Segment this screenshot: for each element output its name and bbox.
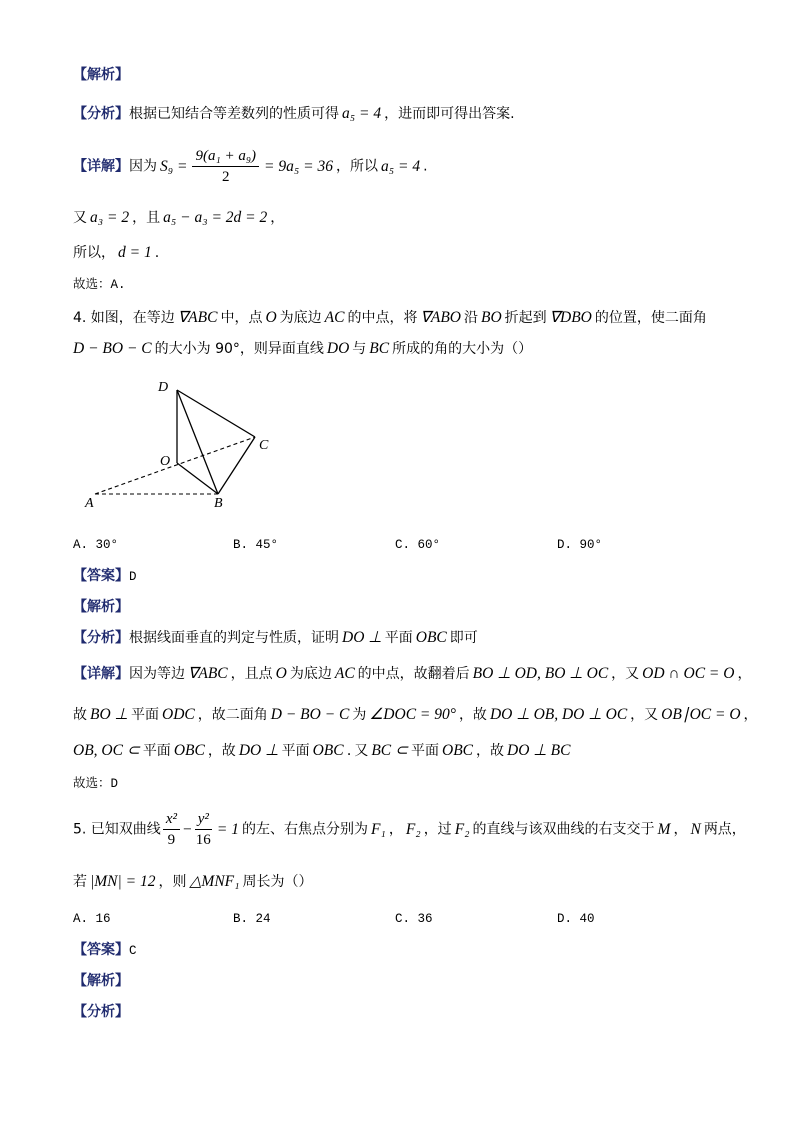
q3-line-suoyi: [73, 244, 159, 262]
text-segment: ，: [737, 666, 752, 682]
math-expression: AC: [324, 309, 345, 326]
q3-jiexi-heading: [73, 66, 129, 84]
q4-option-b: B. 45°: [233, 538, 279, 552]
math-expression: ∇ABC: [177, 309, 218, 326]
text-segment: 的位置，使二面角: [594, 310, 707, 326]
math-expression: BO: [480, 309, 502, 326]
fraction-numerator: y²: [195, 810, 212, 830]
text-segment: ，: [743, 707, 758, 723]
text-segment: ，进而即可得出答案.: [384, 106, 515, 122]
math-expression: DO: [326, 340, 350, 357]
q4-geometry-figure: [0, 370, 300, 515]
math-expression: = 9a₅ = 36: [264, 157, 333, 175]
fraction-denominator: 9: [167, 832, 176, 848]
text-segment: 又: [354, 743, 369, 759]
math-expression: OBC: [173, 742, 205, 759]
text-segment: 的大小为 90°，则异面直线: [154, 341, 324, 357]
q4-answer-line: [73, 567, 137, 586]
math-expression: OD ∩ OC = O: [642, 665, 735, 682]
section-label: 【解析】: [73, 973, 129, 989]
math-expression: BC ⊂: [371, 742, 408, 759]
section-label: 【详解】: [73, 158, 129, 175]
q5-jiexi-heading: [73, 972, 129, 990]
text-segment: 的直线与该双曲线的右支交于: [472, 821, 655, 838]
text-segment: 折起到: [504, 310, 547, 326]
fraction: [192, 147, 259, 186]
math-expression: O: [275, 665, 287, 682]
section-label: 【答案】: [73, 942, 129, 958]
math-expression: D − BO − C: [270, 706, 350, 723]
math-expression: ∇DBO: [549, 309, 592, 326]
text-segment: ，: [388, 821, 403, 838]
math-expression: = 1: [216, 820, 239, 838]
fraction: [195, 810, 212, 849]
vertex-label-B: B: [214, 496, 223, 511]
math-expression: O: [265, 309, 277, 326]
q3-detail-line: [73, 147, 428, 186]
q4-stem-line-1: [73, 309, 707, 327]
q5-option-a: A. 16: [73, 912, 111, 926]
q4-option-d: D. 90°: [557, 538, 603, 552]
math-expression: ∠DOC = 90°: [369, 706, 456, 723]
math-expression: S₉ =: [160, 157, 188, 175]
math-expression: DO ⊥ BC: [507, 742, 571, 759]
text-segment: 周长为（）: [242, 874, 313, 890]
edge-AC-dashed: [95, 437, 255, 494]
text-segment: 5. 已知双曲线: [73, 821, 161, 838]
answer-value: D: [129, 570, 137, 584]
edge-BC: [218, 437, 255, 494]
text-segment: ，故: [458, 707, 487, 723]
text-segment: 平面: [131, 707, 160, 723]
q5-stem-line-2: [73, 873, 313, 891]
section-label: 【分析】: [73, 106, 129, 122]
math-expression: DO ⊥ OB, DO ⊥ OC: [489, 706, 628, 723]
section-label: 【解析】: [73, 599, 129, 615]
text-segment: 平面: [281, 743, 310, 759]
text-segment: ，: [270, 210, 285, 226]
math-operator: −: [182, 820, 192, 838]
q4-analysis-line: [73, 629, 478, 647]
text-segment: ，且点: [230, 666, 273, 682]
text-segment: ，故: [476, 743, 504, 759]
section-label: 【答案】: [73, 568, 129, 584]
math-expression: OB∣OC = O: [661, 706, 741, 723]
q3-line-you: [73, 209, 284, 227]
fraction-denominator: 2: [222, 169, 230, 185]
text-segment: ，则: [158, 874, 187, 890]
math-expression: ∇ABC: [188, 665, 228, 682]
text-segment: ，故: [207, 743, 236, 759]
math-expression: M: [657, 820, 671, 838]
text-segment: 沿: [463, 310, 478, 326]
math-expression: OBC .: [312, 742, 352, 759]
text-segment: 所以，: [73, 245, 115, 261]
math-expression: OBC: [415, 629, 447, 646]
section-label: 【分析】: [73, 630, 129, 646]
section-label: 【解析】: [73, 67, 129, 83]
text-segment: ，又: [630, 707, 659, 723]
math-expression: D − BO − C: [73, 340, 152, 357]
q4-detail-line-2: [73, 706, 758, 724]
text-segment: .: [423, 158, 428, 175]
text-segment: 平面: [384, 630, 413, 646]
text-segment: 根据线面垂直的判定与性质，证明: [129, 630, 339, 646]
q5-analysis-heading: [73, 1003, 129, 1021]
text-segment: 的左、右焦点分别为: [241, 821, 368, 838]
text-segment: ，且: [132, 210, 161, 226]
text-segment: 为: [352, 707, 367, 723]
text-segment: 所成的角的大小为（）: [392, 341, 533, 357]
math-expression: △MNF₁: [189, 873, 240, 890]
math-expression: a₅ = 4: [380, 157, 421, 175]
math-expression: a₅ = 4: [342, 105, 382, 122]
text-segment: 故: [73, 707, 87, 723]
fraction: [163, 810, 180, 849]
text-segment: 即可: [449, 630, 478, 646]
q3-choice: 故选：A.: [73, 278, 126, 292]
q5-answer-line: [73, 941, 137, 960]
text-segment: 的中点，将: [347, 310, 418, 326]
math-expression: BC: [369, 340, 390, 357]
text-segment: 又: [73, 210, 87, 226]
vertex-label-O: O: [160, 454, 171, 469]
text-segment: 根据已知结合等差数列的性质可得: [129, 106, 339, 122]
math-expression: |MN| = 12: [90, 873, 156, 890]
q4-option-a: A. 30°: [73, 538, 119, 552]
text-segment: ，过: [423, 821, 452, 838]
text-segment: ，故二面角: [197, 707, 268, 723]
math-expression: ∇ABO: [420, 309, 461, 326]
q4-stem-line-2: [73, 340, 532, 358]
section-label: 【分析】: [73, 1004, 129, 1020]
text-segment: 两点，: [703, 821, 746, 838]
math-expression: OBC: [442, 742, 473, 759]
text-segment: 平面: [142, 743, 171, 759]
vertex-label-A: A: [85, 496, 94, 511]
text-segment: ，所以: [335, 158, 378, 175]
text-segment: 4. 如图，在等边: [73, 310, 175, 326]
math-expression: AC: [334, 665, 355, 682]
q4-jiexi-heading: [73, 598, 129, 616]
text-segment: 为底边: [279, 310, 322, 326]
fraction-numerator: x²: [163, 810, 180, 830]
edge-DC: [177, 390, 255, 437]
math-expression: F₁: [370, 820, 386, 838]
q5-option-b: B. 24: [233, 912, 271, 926]
q4-choice: 故选：D: [73, 777, 119, 791]
section-label: 【详解】: [73, 666, 129, 682]
text-segment: ，: [673, 821, 688, 838]
fraction-denominator: 16: [195, 832, 211, 848]
q5-stem-line-1: [73, 810, 746, 849]
text-segment: 因为: [129, 158, 157, 175]
math-expression: OB, OC ⊂: [73, 742, 140, 759]
text-segment: 为底边: [289, 666, 332, 682]
math-expression: DO ⊥: [238, 742, 279, 759]
q3-analysis-line: [73, 105, 515, 123]
text-segment: 因为等边: [129, 666, 185, 682]
vertex-label-C: C: [259, 438, 269, 453]
math-expression: a₃ = 2: [90, 209, 130, 226]
text-segment: ，又: [611, 666, 640, 682]
math-expression: BO ⊥ OD, BO ⊥ OC: [472, 665, 609, 682]
math-expression: BO ⊥: [90, 706, 129, 723]
math-expression: F₂: [405, 820, 421, 838]
vertex-label-D: D: [158, 380, 169, 395]
math-expression: ODC: [162, 706, 195, 723]
math-expression: DO ⊥: [342, 629, 382, 646]
text-segment: 与: [352, 341, 367, 357]
text-segment: .: [154, 245, 160, 261]
text-segment: 若: [73, 874, 87, 890]
math-expression: a₅ − a₃ = 2d = 2: [163, 209, 268, 226]
q4-option-c: C. 60°: [395, 538, 441, 552]
q5-option-c: C. 36: [395, 912, 433, 926]
text-segment: 中，点: [220, 310, 263, 326]
math-expression: d = 1: [118, 244, 152, 261]
text-segment: 的中点，故翻着后: [357, 666, 470, 682]
math-expression: N: [690, 820, 701, 838]
q4-detail-line-3: [73, 742, 573, 760]
q4-detail-line-1: [73, 665, 751, 683]
answer-value: C: [129, 944, 137, 958]
text-segment: 平面: [411, 743, 439, 759]
fraction-numerator: 9(a₁ + a₉): [192, 147, 259, 167]
q5-option-d: D. 40: [557, 912, 595, 926]
math-expression: F₂: [454, 820, 470, 838]
